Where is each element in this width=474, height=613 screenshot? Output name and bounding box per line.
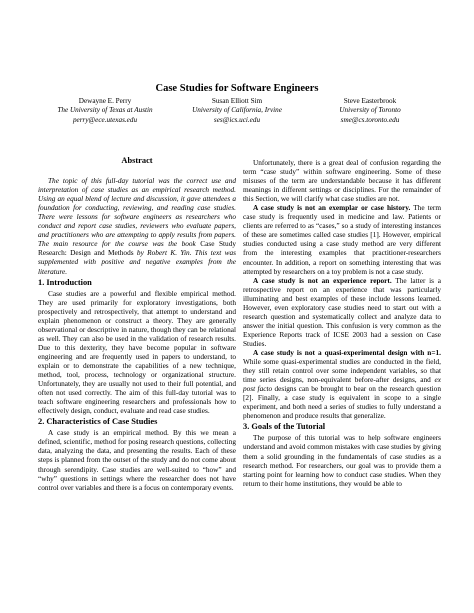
author-name: Susan Elliott Sim bbox=[211, 97, 263, 105]
author-email: perry@ece.utexas.edu bbox=[72, 115, 138, 124]
author-affiliation: University of California, Irvine bbox=[192, 106, 282, 115]
author-block bbox=[295, 97, 445, 125]
bold-lead: A case study is not an experience report. bbox=[253, 275, 392, 285]
bold-lead: A case study is not an exemplar or case history. bbox=[253, 203, 411, 213]
abstract-text-part: . This text was supplemented with positive and negative examples from the literature. bbox=[38, 248, 236, 276]
left-column bbox=[38, 156, 236, 492]
bold-lead: A case study is not a quasi-experimental design with n=1. bbox=[253, 347, 441, 357]
section-heading: 1. Introduction bbox=[38, 277, 92, 287]
abstract-heading: Abstract bbox=[121, 156, 153, 165]
paragraph-text: The latter is a retrospective report on an experience that was particularly illuminating and best examples of these include lessons learned. However, even exploratory case studies need to start out with a research question and systematically collect and analyze data to answer the initial question. This confusion is very common as the Experience Reports track of ICSE 2003 had a session on Case Studies. bbox=[243, 275, 441, 348]
paragraph bbox=[243, 276, 441, 348]
paragraph: A case study is an empirical method. By this we mean a defined, scientific, method for posing research questions, collecting data, analyzing the data, and presenting the results. Each of these steps is planned from the outset of the study and do not come about through serendipity. Case studies are well-suited to “how” and “why” questions in settings where the researcher does not have control over variables and there is a focus on contemporary events. bbox=[38, 428, 236, 492]
section-heading: 2. Characteristics of Case Studies bbox=[38, 417, 158, 427]
paragraph-text: designs can be brought to bear on the research question [2]. Finally, a case study is equivalent in scope to a single experiment, and both need a series of studies to fully understand a phenomenon and produce results that generalize. bbox=[243, 384, 441, 421]
right-column bbox=[243, 158, 441, 488]
abstract-book-author: Robert K. Yin bbox=[147, 248, 190, 258]
author-email: sme@cs.toronto.edu bbox=[340, 115, 400, 124]
abstract-text-part: The topic of this full-day tutorial was the correct use and interpretation of case studies as an empirical research method. Using an equal blend of lecture and discussion, it gave attendees a foundation for conducting, reviewing, and reading case studies. There were lessons for software engineers as researchers who conduct and report case studies, reviewers who evaluate papers, and practitioners who are attempting to apply results from papers. The main resource for the course was the book bbox=[38, 176, 236, 249]
section-heading: 3. Goals of the Tutorial bbox=[243, 422, 326, 432]
italic-term: ex post facto bbox=[243, 375, 441, 394]
paragraph: Case studies are a powerful and flexible empirical method. They are used primarily for exploratory investigations, both prospectively and retrospectively, that attempt to understand and explain phenomenon or construct a theory. They are generally observational or descriptive in nature, though they can be relational as well. They can also be used in the validation of research results. Due to this dexterity, they have become popular in software engineering and are frequently used in papers to understand, to explain or to demonstrate the capabilities of a new technique, method, tool, process, technology or organizational structure. Unfortunately, they are usually not used to their full potential, and often not used correctly. The aim of this full-day tutorial was to teach software engineering researchers and professionals how to effectively design, conduct, evaluate and read case studies. bbox=[38, 288, 236, 416]
author-name: Steve Easterbrook bbox=[343, 97, 397, 105]
paragraph bbox=[243, 348, 441, 420]
paragraph-text: The term case study is frequently used in medicine and law. Patients or clients are referred to as “cases,” so a study of interesting instances of these are sometimes called case studies [1]. However, empirical studies conducted using a case study method are very different from the interesting examples that practitioner-researchers encounter. In addition, a report on something interesting that was attempted by researchers on a toy problem is not a case study. bbox=[243, 203, 442, 276]
author-name: Dewayne E. Perry bbox=[78, 97, 132, 105]
author-affiliation: The University of Texas at Austin bbox=[57, 106, 153, 115]
author-email: ses@ics.uci.edu bbox=[213, 115, 261, 124]
author-block bbox=[30, 97, 180, 125]
abstract-text-part: by bbox=[133, 248, 148, 258]
author-block bbox=[162, 97, 312, 125]
paragraph bbox=[243, 203, 441, 275]
paragraph: Unfortunately, there is a great deal of confusion regarding the term “case study” within software engineering. Some of these misuses of the term are understandable because it has different meanings in different settings or disciplines. For the remainder of this Section, we will clarify what case studies are not. bbox=[243, 158, 441, 204]
paragraph: The purpose of this tutorial was to help software engineers understand and avoid common mistakes with case studies by giving them a solid grounding in the fundamentals of case studies as a research method. For researchers, our goal was to provide them a starting point for learning how to conduct case studies. When they return to their home institutions, they would be able to bbox=[243, 433, 441, 488]
paragraph-text: While some quasi-experimental studies are conducted in the field, they still retain control over some independent variables, so that time series designs, non-equivalent before-after designs, and bbox=[243, 357, 441, 385]
abstract-book-title: Case Study Research: Design and Methods bbox=[38, 239, 236, 258]
abstract-text bbox=[38, 176, 236, 276]
author-affiliation: University of Toronto bbox=[339, 106, 401, 115]
paper-title: Case Studies for Software Engineers bbox=[155, 83, 319, 94]
